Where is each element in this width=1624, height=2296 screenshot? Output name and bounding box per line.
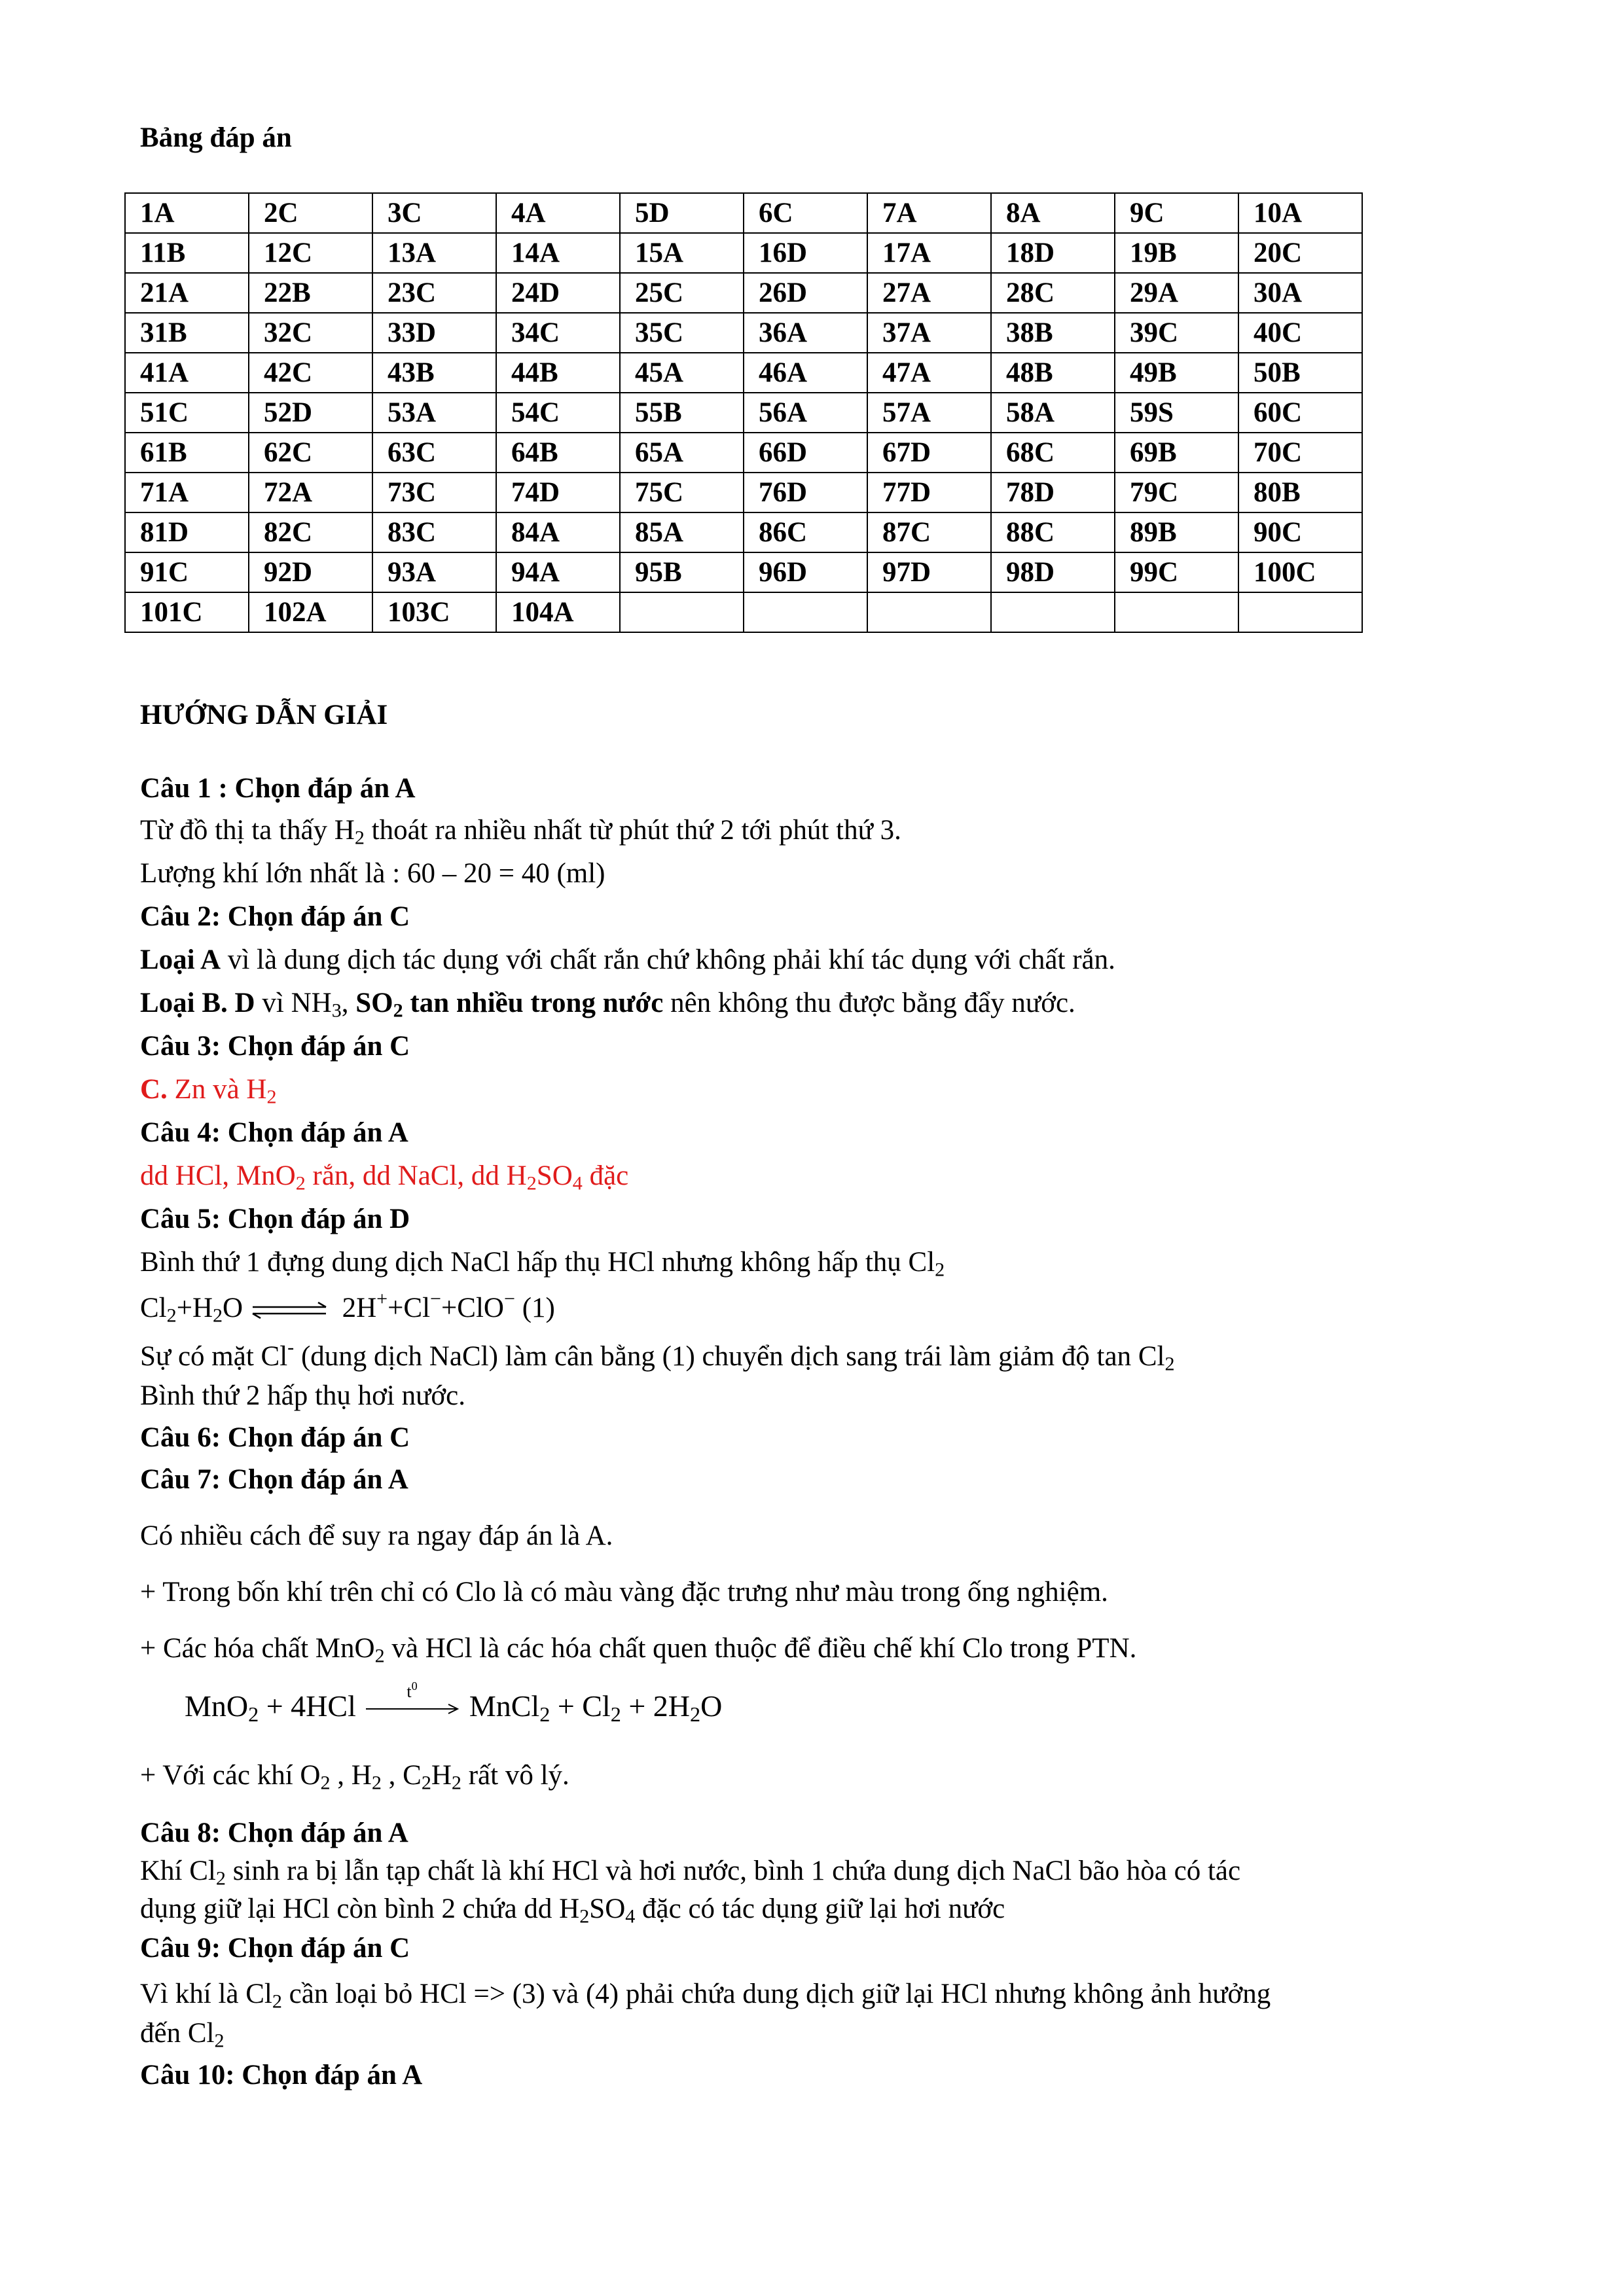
answer-cell xyxy=(620,592,744,632)
answer-cell: 5D xyxy=(620,193,744,233)
answer-cell: 27A xyxy=(867,273,991,313)
answer-cell: 39C xyxy=(1115,313,1238,353)
q8-line2: dụng giữ lại HCl còn bình 2 chứa dd $H_2SO_4$ đặc có tác dụng giữ lại hơi nước xyxy=(140,1893,1005,1928)
answer-cell: 65A xyxy=(620,433,744,473)
q1-line1: Từ đồ thị ta thấy $H_2$ thoát ra nhiều nhất từ phút thứ 2 tới phút thứ 3. xyxy=(140,815,901,849)
reversible-arrow-icon xyxy=(250,1302,329,1319)
answer-cell: 21A xyxy=(125,273,249,313)
answer-cell: 30A xyxy=(1238,273,1362,313)
answer-cell: 46A xyxy=(744,353,867,393)
answer-cell: 41A xyxy=(125,353,249,393)
answer-cell: 76D xyxy=(744,473,867,512)
answer-cell: 11B xyxy=(125,233,249,273)
answer-cell: 90C xyxy=(1238,512,1362,552)
q8-title: Câu 8: Chọn đáp án A xyxy=(140,1818,408,1848)
answer-cell: 58A xyxy=(991,393,1115,433)
answer-cell: 92D xyxy=(249,552,372,592)
answer-cell: 69B xyxy=(1115,433,1238,473)
answer-cell: 18D xyxy=(991,233,1115,273)
answer-cell: 73C xyxy=(372,473,496,512)
answer-table-row xyxy=(125,552,1362,592)
answer-cell: 78D xyxy=(991,473,1115,512)
answer-cell xyxy=(991,592,1115,632)
answer-cell: 86C xyxy=(744,512,867,552)
answer-cell: 50B xyxy=(1238,353,1362,393)
answer-cell: 28C xyxy=(991,273,1115,313)
answer-cell: 29A xyxy=(1115,273,1238,313)
q1-line2: Lượng khí lớn nhất là : 60 – 20 = 40 (ml) xyxy=(140,858,605,889)
answer-cell: 99C xyxy=(1115,552,1238,592)
q5-title: Câu 5: Chọn đáp án D xyxy=(140,1204,410,1234)
answer-cell: 14A xyxy=(496,233,620,273)
q9-line2: đến $Cl_2$ xyxy=(140,2018,225,2052)
answer-cell: 56A xyxy=(744,393,867,433)
answer-table-row xyxy=(125,233,1362,273)
answer-cell xyxy=(1238,592,1362,632)
q7-line1: Có nhiều cách để suy ra ngay đáp án là A. xyxy=(140,1520,613,1551)
answer-cell: 70C xyxy=(1238,433,1362,473)
answer-cell: 3C xyxy=(372,193,496,233)
answer-cell: 13A xyxy=(372,233,496,273)
q7-equation: MnO$_2$ + 4HCl $t^0$ MnCl$_2$ + $Cl_2 + 2H_2O$ xyxy=(185,1679,723,1727)
heat-arrow: $t^0$ xyxy=(363,1699,461,1719)
answer-cell: 54C xyxy=(496,393,620,433)
answer-cell: 7A xyxy=(867,193,991,233)
answer-cell: 63C xyxy=(372,433,496,473)
answer-cell: 62C xyxy=(249,433,372,473)
q3-answer: C. Zn và $H_2$ xyxy=(140,1074,277,1108)
q8-line1: Khí $Cl_2$ sinh ra bị lẫn tạp chất là khí HCl và hơi nước, bình 1 chứa dung dịch NaCl bão hòa có tác xyxy=(140,1856,1241,1890)
q2-title: Câu 2: Chọn đáp án C xyxy=(140,901,410,932)
answer-cell: 52D xyxy=(249,393,372,433)
answer-table xyxy=(124,192,1363,633)
answer-cell: 97D xyxy=(867,552,991,592)
answer-cell: 44B xyxy=(496,353,620,393)
q9-title: Câu 9: Chọn đáp án C xyxy=(140,1933,410,1964)
answer-cell: 53A xyxy=(372,393,496,433)
answer-cell: 82C xyxy=(249,512,372,552)
answer-cell: 95B xyxy=(620,552,744,592)
answer-cell: 20C xyxy=(1238,233,1362,273)
answer-cell xyxy=(867,592,991,632)
answer-table-row xyxy=(125,313,1362,353)
answer-cell: 32C xyxy=(249,313,372,353)
q7-line2: + Trong bốn khí trên chỉ có Clo là có màu vàng đặc trưng như màu trong ống nghiệm. xyxy=(140,1577,1108,1607)
answer-cell: 23C xyxy=(372,273,496,313)
answer-cell: 103C xyxy=(372,592,496,632)
answer-cell: 37A xyxy=(867,313,991,353)
answer-cell: 89B xyxy=(1115,512,1238,552)
answer-cell: 22B xyxy=(249,273,372,313)
answer-table-row xyxy=(125,592,1362,632)
answer-cell: 33D xyxy=(372,313,496,353)
answer-cell: 74D xyxy=(496,473,620,512)
answer-cell: 88C xyxy=(991,512,1115,552)
answer-cell: 15A xyxy=(620,233,744,273)
answer-cell: 1A xyxy=(125,193,249,233)
answer-cell: 98D xyxy=(991,552,1115,592)
answer-cell: 9C xyxy=(1115,193,1238,233)
q5-line3: Sự có mặt Cl- (dung dịch NaCl) làm cân bằng (1) chuyển dịch sang trái làm giảm độ $\tan Cl_2$ xyxy=(140,1335,1175,1375)
answer-cell: 38B xyxy=(991,313,1115,353)
answer-cell: 96D xyxy=(744,552,867,592)
answer-cell: 40C xyxy=(1238,313,1362,353)
answer-cell: 6C xyxy=(744,193,867,233)
answer-table-row xyxy=(125,353,1362,393)
answer-cell: 48B xyxy=(991,353,1115,393)
answer-cell: 72A xyxy=(249,473,372,512)
answer-cell: 60C xyxy=(1238,393,1362,433)
answer-cell: 64B xyxy=(496,433,620,473)
answer-table-row xyxy=(125,393,1362,433)
answer-table-row xyxy=(125,273,1362,313)
answer-table-row xyxy=(125,433,1362,473)
q1-title: Câu 1 : Chọn đáp án A xyxy=(140,773,416,804)
answer-cell: 83C xyxy=(372,512,496,552)
answer-cell: 101C xyxy=(125,592,249,632)
answer-key-heading: Bảng đáp án xyxy=(140,122,292,153)
answer-cell: 36A xyxy=(744,313,867,353)
answer-cell: 45A xyxy=(620,353,744,393)
answer-cell: 85A xyxy=(620,512,744,552)
answer-table-row xyxy=(125,193,1362,233)
answer-cell: 2C xyxy=(249,193,372,233)
q7-line4: + Với các khí $O_2$ , $H_2$ , $C_2H_2$ rất vô lý. xyxy=(140,1760,569,1794)
answer-cell: 87C xyxy=(867,512,991,552)
guide-title: HƯỚNG DẪN GIẢI xyxy=(140,700,388,730)
answer-cell: 47A xyxy=(867,353,991,393)
answer-cell: 12C xyxy=(249,233,372,273)
answer-table-row xyxy=(125,512,1362,552)
q6-title: Câu 6: Chọn đáp án C xyxy=(140,1422,410,1453)
answer-cell: 80B xyxy=(1238,473,1362,512)
answer-cell: 61B xyxy=(125,433,249,473)
answer-cell: 26D xyxy=(744,273,867,313)
answer-cell: 79C xyxy=(1115,473,1238,512)
answer-cell: 100C xyxy=(1238,552,1362,592)
q4-answer: dd HCl, MnO$_2$ rắn, dd NaCl, dd $H_2SO_4$ đặc xyxy=(140,1160,629,1194)
q3-title: Câu 3: Chọn đáp án C xyxy=(140,1031,410,1062)
answer-cell: 24D xyxy=(496,273,620,313)
q9-line1: Vì khí là $Cl_2$ cần loại bỏ HCl => (3) và (4) phải chứa dung dịch giữ lại HCl nhưng không ảnh hưởng xyxy=(140,1979,1271,2013)
answer-cell: 35C xyxy=(620,313,744,353)
answer-cell: 10A xyxy=(1238,193,1362,233)
answer-cell: 55B xyxy=(620,393,744,433)
q5-line1: Bình thứ 1 đựng dung dịch NaCl hấp thụ HCl nhưng không hấp thụ $Cl_2$ xyxy=(140,1247,945,1281)
q5-line4: Bình thứ 2 hấp thụ hơi nước. xyxy=(140,1380,465,1411)
q2-line1: Loại A vì là dung dịch tác dụng với chất rắn chứ không phải khí tác dụng với chất rắn. xyxy=(140,944,1115,975)
answer-cell: 84A xyxy=(496,512,620,552)
answer-cell: 93A xyxy=(372,552,496,592)
answer-cell: 43B xyxy=(372,353,496,393)
answer-cell: 59S xyxy=(1115,393,1238,433)
answer-cell: 34C xyxy=(496,313,620,353)
q7-line3: + Các hóa chất MnO$_2$ và HCl là các hóa chất quen thuộc để điều chế khí Clo trong PTN. xyxy=(140,1633,1137,1667)
answer-cell: 104A xyxy=(496,592,620,632)
q10-title: Câu 10: Chọn đáp án A xyxy=(140,2060,423,2090)
answer-cell: 91C xyxy=(125,552,249,592)
answer-cell xyxy=(1115,592,1238,632)
answer-cell: 75C xyxy=(620,473,744,512)
q2-line2: Loại B. D vì $NH_3$, $SO_2$ tan nhiều trong nước nên không thu được bằng đẩy nước. xyxy=(140,988,1075,1022)
answer-cell: 77D xyxy=(867,473,991,512)
q4-title: Câu 4: Chọn đáp án A xyxy=(140,1117,408,1148)
answer-cell: 102A xyxy=(249,592,372,632)
q7-title: Câu 7: Chọn đáp án A xyxy=(140,1464,408,1495)
answer-cell xyxy=(744,592,867,632)
answer-cell: 49B xyxy=(1115,353,1238,393)
reaction-arrow-icon xyxy=(363,1699,461,1719)
answer-cell: 57A xyxy=(867,393,991,433)
answer-cell: 19B xyxy=(1115,233,1238,273)
answer-cell: 71A xyxy=(125,473,249,512)
answer-cell: 42C xyxy=(249,353,372,393)
answer-cell: 81D xyxy=(125,512,249,552)
answer-table-row xyxy=(125,473,1362,512)
answer-cell: 16D xyxy=(744,233,867,273)
answer-cell: 67D xyxy=(867,433,991,473)
q5-equation: $Cl_2+H_2O$ 2H++Cl−+ClO− (1) xyxy=(140,1287,555,1327)
answer-cell: 8A xyxy=(991,193,1115,233)
answer-cell: 66D xyxy=(744,433,867,473)
answer-cell: 17A xyxy=(867,233,991,273)
answer-cell: 51C xyxy=(125,393,249,433)
answer-cell: 94A xyxy=(496,552,620,592)
answer-cell: 25C xyxy=(620,273,744,313)
answer-cell: 4A xyxy=(496,193,620,233)
answer-cell: 31B xyxy=(125,313,249,353)
answer-cell: 68C xyxy=(991,433,1115,473)
